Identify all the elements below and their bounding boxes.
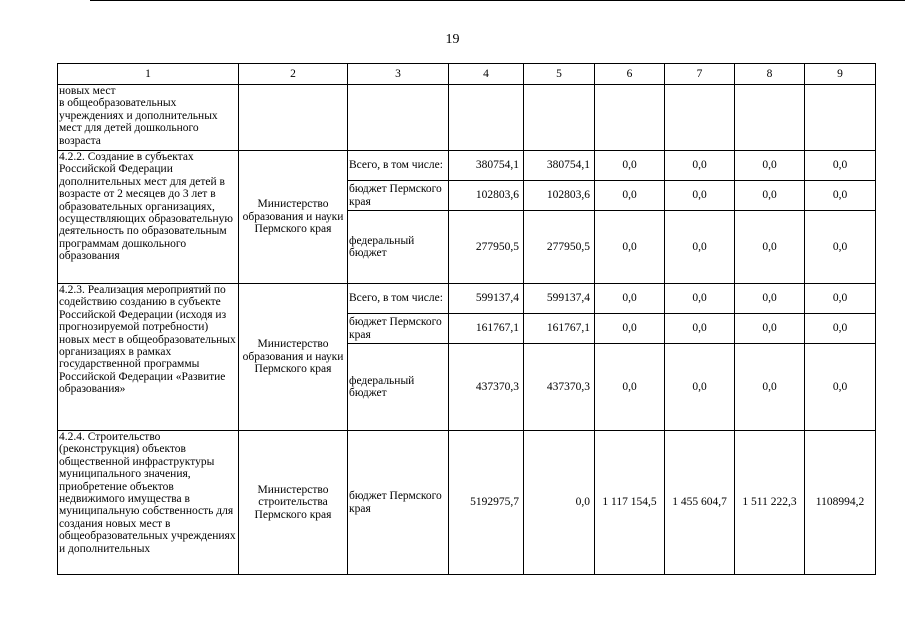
value-cell: 0,0 <box>665 344 735 431</box>
value-cell: 1 117 154,5 <box>595 431 665 575</box>
value-cell: 1 455 604,7 <box>665 431 735 575</box>
column-header: 7 <box>665 64 735 85</box>
top-border-line <box>90 0 905 1</box>
table-row <box>58 431 876 575</box>
value-cell: 0,0 <box>735 284 805 314</box>
measure-description: новых мест в общеобразовательных учреждениях и дополнительных мест для детей дошкольного возраста <box>58 85 239 151</box>
column-header: 2 <box>239 64 348 85</box>
column-header: 5 <box>524 64 595 85</box>
value-cell: 0,0 <box>665 181 735 211</box>
column-header: 1 <box>58 64 239 85</box>
value-cell: 437370,3 <box>524 344 595 431</box>
measure-description: 4.2.2. Создание в субъектах Российской Федерации дополнительных мест для детей в возрасте от 2 месяцев до 3 лет в образовательных организациях, осуществляющих образовательную деятельность по образовательным программам дошкольного образования <box>58 151 239 284</box>
value-cell: 102803,6 <box>524 181 595 211</box>
column-header: 8 <box>735 64 805 85</box>
value-cell: 277950,5 <box>449 211 524 284</box>
table-row <box>58 85 876 151</box>
table-row <box>58 151 876 181</box>
value-cell: 0,0 <box>665 151 735 181</box>
page-number: 19 <box>445 32 460 47</box>
value-cell: 0,0 <box>805 211 876 284</box>
value-cell: 0,0 <box>665 284 735 314</box>
value-cell: 0,0 <box>735 344 805 431</box>
value-cell: 0,0 <box>735 211 805 284</box>
responsible-ministry: Министерство образования и науки Пермского края <box>239 284 348 431</box>
responsible-ministry: Министерство образования и науки Пермского края <box>239 151 348 284</box>
value-cell: 0,0 <box>595 211 665 284</box>
column-header: 3 <box>348 64 449 85</box>
funding-source: бюджет Пермского края <box>348 181 449 211</box>
value-cell: 599137,4 <box>524 284 595 314</box>
value-cell: 380754,1 <box>524 151 595 181</box>
value-cell: 0,0 <box>805 151 876 181</box>
value-cell: 1 511 222,3 <box>735 431 805 575</box>
value-cell: 161767,1 <box>524 314 595 344</box>
value-cell: 0,0 <box>735 181 805 211</box>
funding-source: Всего, в том числе: <box>348 151 449 181</box>
funding-source: федеральный бюджет <box>348 344 449 431</box>
value-cell: 0,0 <box>595 181 665 211</box>
column-header: 6 <box>595 64 665 85</box>
table-row <box>58 284 876 314</box>
budget-table <box>57 63 876 575</box>
value-cell: 0,0 <box>805 284 876 314</box>
value-cell: 0,0 <box>595 314 665 344</box>
value-cell: 437370,3 <box>449 344 524 431</box>
value-cell: 0,0 <box>665 211 735 284</box>
column-header: 9 <box>805 64 876 85</box>
measure-description: 4.2.4. Строительство (реконструкция) объектов общественной инфраструктуры муниципального значения, приобретение объектов недвижимого имущества в муниципальную собственность для создания новых мест в общеобразовательных учреждениях и дополнительных <box>58 431 239 575</box>
value-cell: 161767,1 <box>449 314 524 344</box>
value-cell: 0,0 <box>735 314 805 344</box>
value-cell: 5192975,7 <box>449 431 524 575</box>
value-cell: 1108994,2 <box>805 431 876 575</box>
funding-source: Всего, в том числе: <box>348 284 449 314</box>
responsible-ministry: Министерство строительства Пермского края <box>239 431 348 575</box>
value-cell: 102803,6 <box>449 181 524 211</box>
funding-source: бюджет Пермского края <box>348 431 449 575</box>
value-cell: 0,0 <box>805 181 876 211</box>
value-cell: 0,0 <box>524 431 595 575</box>
value-cell: 277950,5 <box>524 211 595 284</box>
value-cell: 0,0 <box>735 151 805 181</box>
funding-source: федеральный бюджет <box>348 211 449 284</box>
value-cell: 0,0 <box>805 344 876 431</box>
value-cell: 0,0 <box>665 314 735 344</box>
funding-source: бюджет Пермского края <box>348 314 449 344</box>
column-header: 4 <box>449 64 524 85</box>
measure-description: 4.2.3. Реализация мероприятий по содействию созданию в субъекте Российской Федерации (исходя из прогнозируемой потребности) новых мест в общеобразовательных организациях в рамках государственной программы Российской Федерации «Развитие образования» <box>58 284 239 431</box>
value-cell: 0,0 <box>595 284 665 314</box>
value-cell: 0,0 <box>595 151 665 181</box>
value-cell: 380754,1 <box>449 151 524 181</box>
value-cell: 0,0 <box>595 344 665 431</box>
value-cell: 599137,4 <box>449 284 524 314</box>
value-cell: 0,0 <box>805 314 876 344</box>
header-row <box>58 64 876 85</box>
